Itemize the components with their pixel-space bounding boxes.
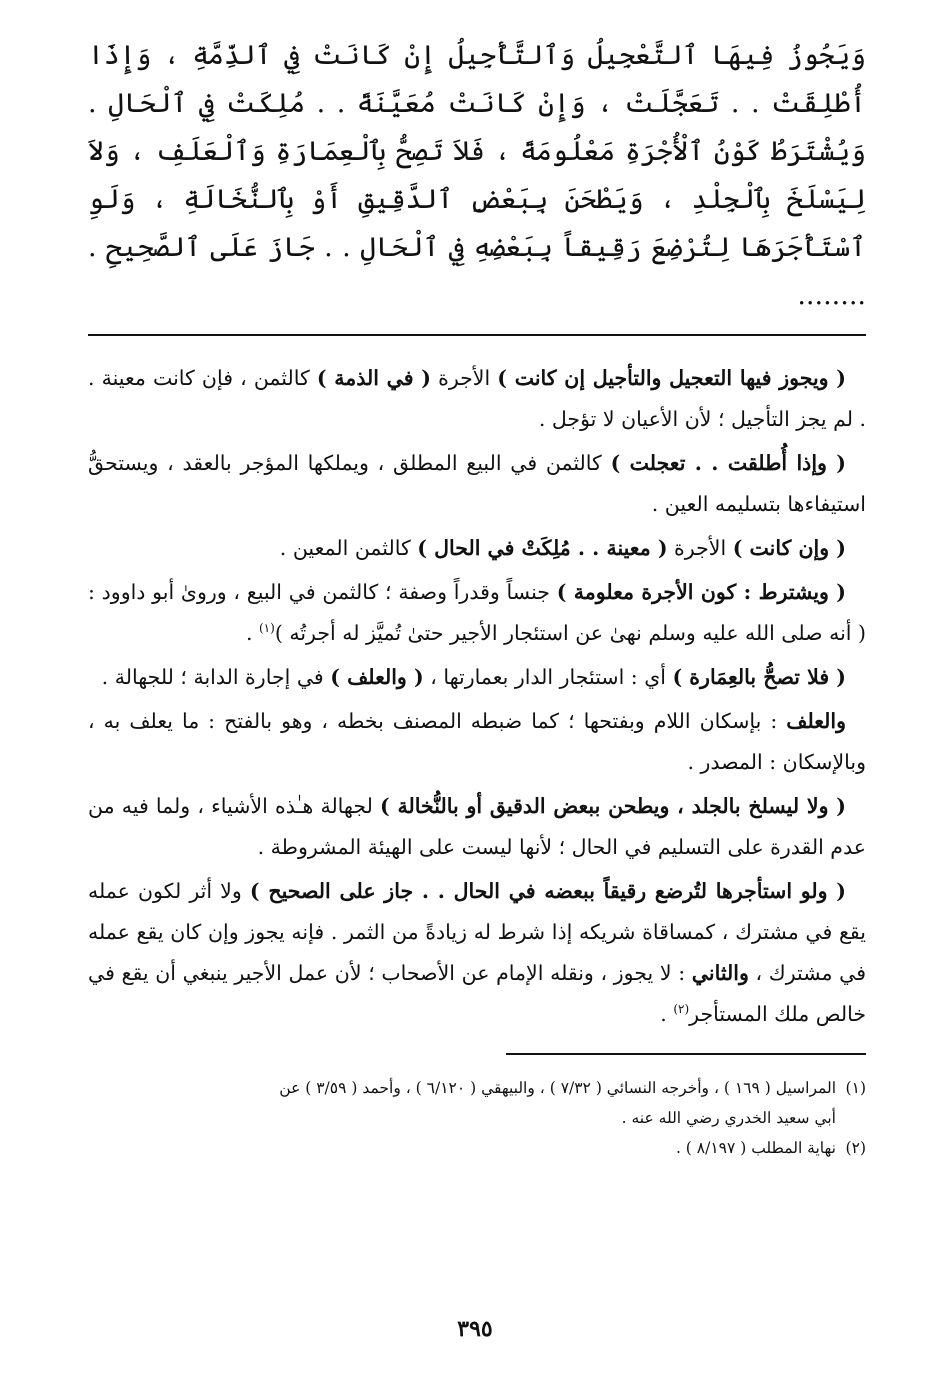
quoted-matn: ( فلا تصحُّ بالعِمَارة ) <box>672 665 846 689</box>
footnote-1-continuation: أبي سعيد الخدري رضي الله عنه . <box>621 1109 836 1127</box>
commentary-text: كالثمن المعين . <box>279 536 418 560</box>
matn-separator-line <box>88 334 866 336</box>
footnote-number: (٢) <box>845 1139 866 1157</box>
quoted-matn: ( ولو استأجرها لتُرضع رقيقاً ببعضه في الحال . . جاز على الصحيح ) <box>249 879 846 903</box>
commentary-text: لجهالة هـٰذه الأشياء ، ولما فيه من عدم القدرة على التسليم في الحال ؛ لأنها ليست على الهيئة المشروطة . <box>88 794 866 859</box>
sharh-paragraph-2 <box>88 443 866 525</box>
commentary-text: في إجارة الدابة ؛ للجهالة . <box>101 665 331 689</box>
footnote-marker-2[interactable]: (٢) <box>673 1002 690 1017</box>
quoted-matn: ( ولا ليسلخ بالجلد ، ويطحن ببعض الدقيق أو بالنُّخالة ) <box>380 794 847 818</box>
sharh-paragraph-5 <box>88 657 866 698</box>
commentary-text: : لا يجوز ، ونقله الإمام عن الأصحاب ؛ لأن عمل الأجير ينبغي أن يقع في خالص ملك المستأجر <box>88 961 866 1026</box>
quoted-matn: ( وإذا أُطلقت . . تعجلت ) <box>610 451 846 475</box>
sharh-paragraph-4 <box>88 572 866 654</box>
quoted-matn: ( وإن كانت ) <box>732 536 846 560</box>
quoted-matn: ( ويجوز فيها التعجيل والتأجيل إن كانت ) <box>497 366 846 390</box>
commentary-text: . <box>660 1002 674 1026</box>
commentary-text: أي : استئجار الدار بعمارتها ، <box>423 665 673 689</box>
page-number: ٣٩٥ <box>457 1316 493 1342</box>
footnote-1 <box>88 1073 866 1103</box>
quoted-matn: ( في الذمة ) <box>316 366 431 390</box>
quoted-matn: ( والعلف ) <box>330 665 424 689</box>
footnotes <box>88 1073 866 1163</box>
sharh-paragraph-8 <box>88 871 866 1035</box>
footnote-separator-line <box>506 1053 866 1055</box>
sharh-paragraph-6 <box>88 701 866 783</box>
commentary-text: كالثمن ، فإن كانت معينة . . لم يجز التأجيل ؛ لأن الأعيان لا تؤجل . <box>88 366 866 431</box>
commentary-text: : بإسكان اللام وبفتحها ؛ كما ضبطه المصنف بخطه ، وهو بالفتح : ما يعلف به ، وبالإسكان : المصدر . <box>88 709 866 774</box>
matn-trailing-dots: ........ <box>797 280 866 311</box>
footnote-text: نهاية المطلب ( ٨/١٩٧ ) . <box>675 1139 836 1157</box>
quoted-matn: ( ويشترط : كون الأجرة معلومة ) <box>556 580 846 604</box>
sharh-paragraph-7 <box>88 786 866 868</box>
commentary-text: ولا أثر لكون عمله يقع في مشترك ، كمساقاة شريكه إذا شرط له زيادةً من الثمر . فإنه يجوز وإن كان يقع عمله في مشترك ، <box>88 879 867 985</box>
term-heading: والعلف <box>786 709 846 733</box>
quoted-matn: ( معينة . . مُلِكَتْ في الحال ) <box>417 536 668 560</box>
matn-text-block <box>88 32 866 320</box>
matn-text: وَيَجُوزُ فِيهَا ٱلتَّعْجِيلُ وَٱلتَّأْجِيلُ إِنْ كَانَتْ فِي ٱلذِّمَّةِ ، وَإِذَا أُطْلِقَتْ . . تَعَجَّلَتْ ، وَإِنْ كَانَتْ مُعَيَّنَةً . . مُلِكَتْ فِي ٱلْحَالِ . وَيُشْتَرَطُ كَوْنُ ٱلْأُجْرَةِ مَعْلُومَةً ، فَلاَ تَصِحُّ بِٱلْعِمَارَةِ وَٱلْعَلَفِ ، وَلاَ لِيَسْلَخَ بِٱلْجِلْدِ ، وَيَطْحَنَ بِبَعْضِ ٱلدَّقِيقِ أَوْ بِٱلنُّخَالَةِ ، وَلَوِ ٱسْتَأْجَرَهَا لِتُرْضِعَ رَقِيقاً بِبَعْضِهِ فِي ٱلْحَالِ . . جَازَ عَلَى ٱلصَّحِيحِ . <box>88 40 866 263</box>
footnote-text: المراسيل ( ١٦٩ ) ، وأخرجه النسائي ( ٧/٣٢ ) ، والبيهقي ( ٦/١٢٠ ) ، وأحمد ( ٣/٥٩ ) عن <box>279 1079 836 1097</box>
sharh-commentary <box>88 358 866 1035</box>
sharh-paragraph-3 <box>88 528 866 569</box>
sharh-paragraph-1 <box>88 358 866 440</box>
commentary-text: الأجرة <box>667 536 733 560</box>
commentary-text: كالثمن في البيع المطلق ، ويملكها المؤجر بالعقد ، ويستحقُّ استيفاءها بتسليمه العين . <box>88 451 866 516</box>
commentary-text: الأجرة <box>430 366 498 390</box>
footnote-2 <box>88 1133 866 1163</box>
commentary-text: جنساً وقدراً وصفة ؛ كالثمن في البيع ، وروىٰ أبو داوود : ( أنه صلى الله عليه وسلم نهىٰ عن استئجار الأجير حتىٰ تُميَّز له أجرتُه ) <box>88 580 866 645</box>
term-heading: والثاني <box>691 961 749 985</box>
footnote-number: (١) <box>845 1079 866 1097</box>
commentary-text: . <box>245 621 259 645</box>
book-page <box>88 32 866 1342</box>
footnote-marker-1[interactable]: (١) <box>258 621 275 636</box>
